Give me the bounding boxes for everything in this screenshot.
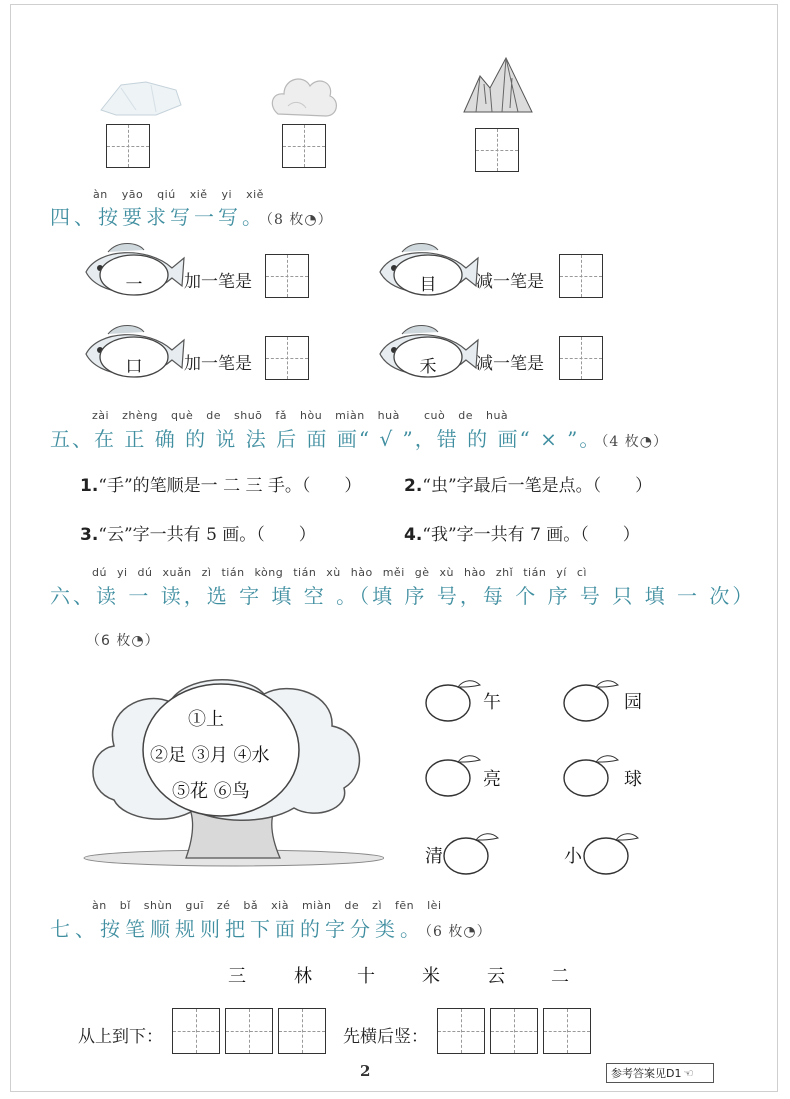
section5-title: 五、在 正 确 的 说 法 后 面 画“ √ ”，错 的 画“ × ”。（4 枚◔）	[50, 427, 668, 451]
answer-grid-3[interactable]	[265, 336, 309, 380]
question-4: 4.“我”字一共有 7 画。（ ）	[404, 525, 640, 545]
lemon-char-3: 亮	[483, 769, 501, 790]
score-coin-icon: ◔	[304, 212, 318, 228]
classify-char-5: 云	[487, 966, 505, 987]
group1-grid-2[interactable]	[225, 1008, 273, 1054]
grid-mountain[interactable]	[475, 128, 519, 172]
fish-char-1: 一	[125, 275, 143, 295]
section5-pinyin-a: zài zhèng què de shuō fǎ hòu miàn huà	[92, 409, 400, 422]
section6-title: 六、读 一 读，选 字 填 空 。（填 序 号，每 个 序 号 只 填 一 次）	[50, 584, 756, 608]
question-3: 3.“云”字一共有 5 画。（ ）	[80, 525, 316, 545]
fish-instruction-4: 减一笔是	[476, 354, 544, 374]
classify-char-3: 十	[357, 966, 375, 987]
answer-reference: 参考答案见D1 ☜	[606, 1063, 714, 1083]
answer-grid-2[interactable]	[559, 254, 603, 298]
section6-score: （6 枚◔）	[86, 633, 160, 649]
section7-pinyin: àn bǐ shùn guī zé bǎ xià miàn de zì fēn lèi	[92, 899, 442, 912]
lemon-char-4: 球	[624, 769, 642, 790]
fish-instruction-3: 加一笔是	[184, 354, 252, 374]
lemon-char-2: 园	[624, 692, 642, 713]
lemon-char-6: 小	[564, 846, 582, 867]
answer-grid-1[interactable]	[265, 254, 309, 298]
group2-grid-2[interactable]	[490, 1008, 538, 1054]
lemon-icon	[424, 750, 484, 800]
section4-pinyin: àn yāo qiú xiě yi xiě	[93, 188, 264, 201]
tree-option-1: ①上	[188, 709, 224, 730]
classify-char-1: 三	[228, 966, 246, 987]
section7-title: 七、按笔顺规则把下面的字分类。（6 枚◔）	[50, 917, 492, 941]
fish-char-3: 口	[125, 357, 143, 377]
page-number: 2	[360, 1062, 371, 1080]
score-coin-icon: ◔	[463, 924, 477, 940]
section6-pinyin: dú yi dú xuǎn zì tián kòng tián xù hào měi gè xù hào zhǐ tián yí cì	[92, 566, 587, 579]
score-coin-icon: ◔	[131, 633, 145, 649]
lemon-icon	[562, 675, 622, 725]
fish-instruction-2: 减一笔是	[476, 272, 544, 292]
question-2: 2.“虫”字最后一笔是点。（ ）	[404, 476, 653, 496]
mountain-icon	[462, 54, 534, 116]
pointing-hand-icon: ☜	[683, 1067, 694, 1080]
section4-title: 四、按要求写一写。（8 枚◔）	[50, 205, 333, 229]
lemon-icon	[562, 750, 622, 800]
fish-char-4: 禾	[419, 357, 437, 377]
group2-grid-3[interactable]	[543, 1008, 591, 1054]
lemon-char-5: 清	[425, 846, 443, 867]
lemon-icon	[582, 828, 642, 878]
group2-label: 先横后竖：	[343, 1027, 428, 1047]
tree-icon	[74, 670, 384, 870]
score-coin-icon: ◔	[639, 434, 653, 450]
group2-grid-1[interactable]	[437, 1008, 485, 1054]
lemon-icon	[424, 675, 484, 725]
group1-grid-3[interactable]	[278, 1008, 326, 1054]
lemon-icon	[442, 828, 502, 878]
tree-option-2: ②足 ③月 ④水	[150, 745, 270, 766]
group1-label: 从上到下：	[78, 1027, 163, 1047]
fish-char-2: 目	[419, 275, 437, 295]
lemon-char-1: 午	[483, 692, 501, 713]
question-1: 1.“手”的笔顺是⼀ ⼆ 三 手。（ ）	[80, 476, 362, 496]
group1-grid-1[interactable]	[172, 1008, 220, 1054]
answer-grid-4[interactable]	[559, 336, 603, 380]
fish-instruction-1: 加一笔是	[184, 272, 252, 292]
section5-pinyin-b: cuò de huà	[424, 409, 509, 422]
cloud-icon	[268, 66, 340, 122]
classify-char-4: 米	[422, 966, 440, 987]
grid-ice[interactable]	[106, 124, 150, 168]
classify-char-6: 二	[551, 966, 569, 987]
grid-cloud[interactable]	[282, 124, 326, 168]
classify-char-2: 林	[294, 966, 312, 987]
ice-icon	[96, 70, 186, 120]
tree-option-3: ⑤花 ⑥鸟	[172, 781, 250, 802]
